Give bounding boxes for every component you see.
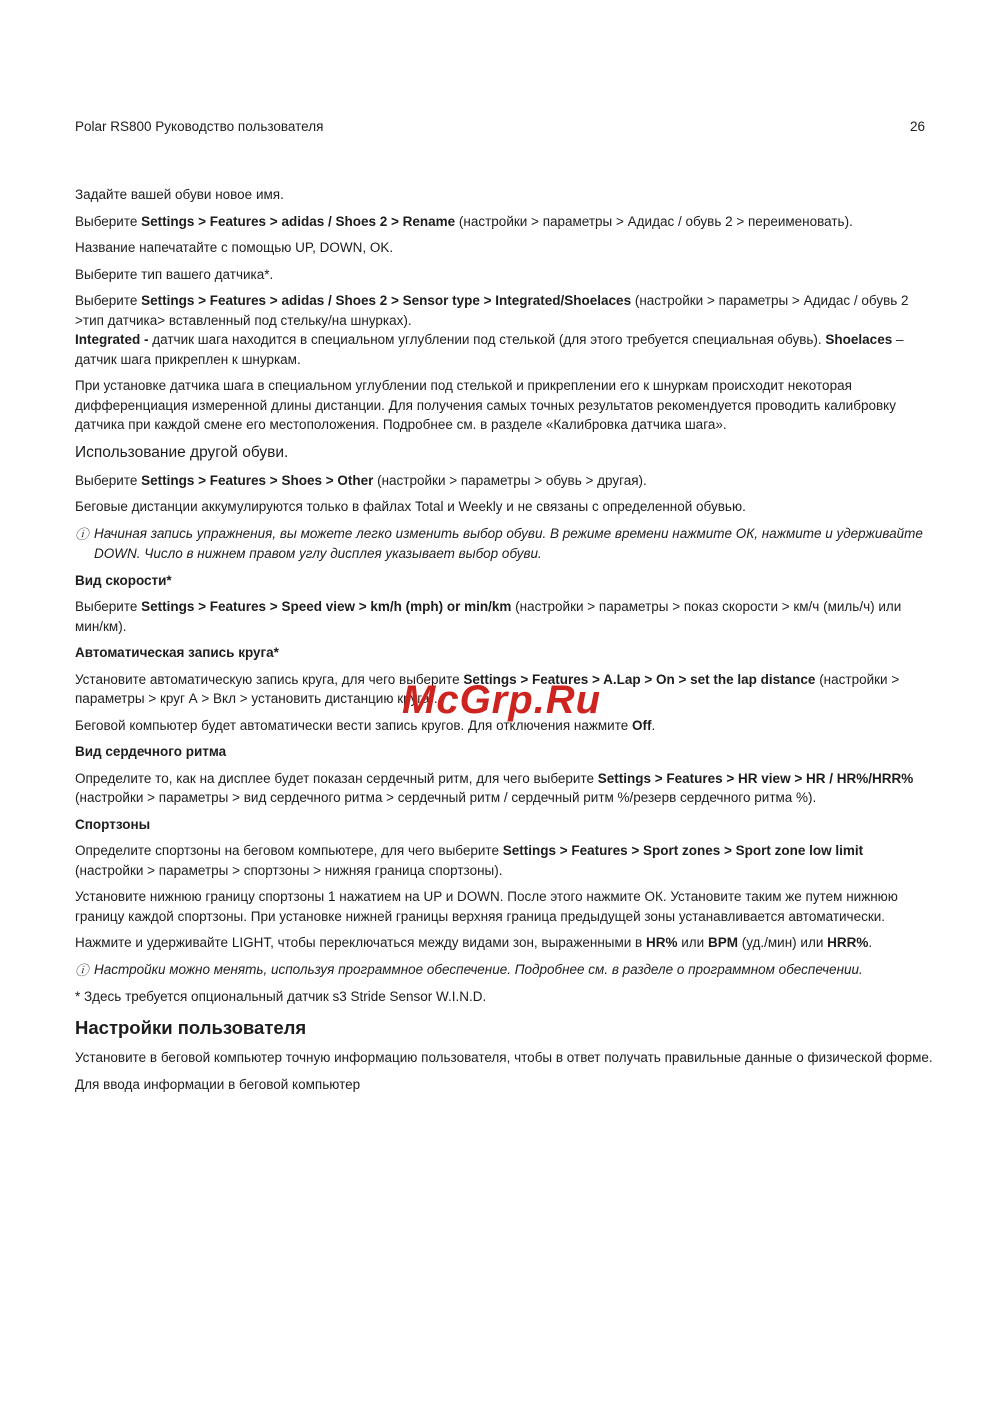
document-title: Polar RS800 Руководство пользователя <box>75 119 324 134</box>
body-text: Беговой компьютер будет автоматически вести запись кругов. Для отключения нажмите <box>75 717 632 733</box>
menu-path-text: Settings > Features > HR view > HR / HR%/HRR% <box>597 770 914 786</box>
paragraph <box>75 597 933 636</box>
body-text: – датчик шага прикреплен к шнуркам. <box>75 332 904 367</box>
body-text: Название напечатайте с помощью UP, DOWN, OK. <box>75 240 394 255</box>
body-text: (настройки > параметры > Адидас / обувь 2 >тип датчика> вставленный под стельку/на шнурках). <box>75 293 909 328</box>
bold-heading <box>75 815 933 835</box>
menu-path-text: Shoelaces <box>825 332 893 347</box>
menu-path-text: Settings > Features > Shoes > Other <box>141 472 374 488</box>
bold-heading <box>75 571 933 591</box>
menu-path-text: Settings > Features > Speed view > km/h (mph) or min/km <box>141 599 512 614</box>
document-content <box>75 185 933 1101</box>
body-text: или <box>677 935 708 950</box>
section-title <box>75 1015 933 1040</box>
body-text: Установите нижнюю границу спортзоны 1 нажатием на UP и DOWN. После этого нажмите ОК. Установите таким же путем нижнюю границу каждой спортзоны. При установке нижней границы верхняя граница предыдущей зоны устанавливается автоматически. <box>75 889 898 924</box>
body-text: Начиная запись упражнения, вы можете легко изменить выбор обуви. В режиме времени нажмите ОК, нажмите и удерживайте DOWN. Число в нижнем правом углу дисплея указывает выбор обуви. <box>94 525 923 561</box>
body-text: Для ввода информации в беговой компьютер <box>75 1076 361 1092</box>
paragraph <box>75 933 933 953</box>
body-text: Вид сердечного ритма <box>75 744 227 759</box>
paragraph <box>75 497 933 517</box>
menu-path-text: Settings > Features > Sport zones > Sport zone low limit <box>502 843 864 858</box>
paragraph <box>75 841 933 880</box>
menu-path-text: Settings > Features > adidas / Shoes 2 > Sensor type > Integrated/Shoelaces <box>141 293 632 308</box>
body-text: Вид скорости* <box>75 572 172 588</box>
paragraph <box>75 238 933 258</box>
page-number: 26 <box>909 119 925 134</box>
paragraph <box>75 471 933 491</box>
body-text: (настройки > параметры > Адидас / обувь 2 > переименовать). <box>455 213 853 229</box>
body-text: Задайте вашей обуви новое имя. <box>75 187 284 202</box>
body-text: Установите автоматическую запись круга, для чего выберите <box>75 671 464 687</box>
body-text: Настройки можно менять, используя программное обеспечение. Подробнее см. в разделе о программном обеспечении. <box>94 961 863 977</box>
body-text: Нажмите и удерживайте LIGHT, чтобы переключаться между видами зон, выраженными в <box>75 935 646 950</box>
sub-heading <box>75 442 933 463</box>
bold-heading <box>75 643 933 663</box>
body-text: . <box>868 935 873 950</box>
info-icon: ⓘ <box>75 962 89 978</box>
body-text: Выберите <box>75 213 142 229</box>
info-note <box>75 960 933 980</box>
body-text: Установите в беговой компьютер точную информацию пользователя, чтобы в ответ получать правильные данные о физической форме. <box>75 1050 933 1065</box>
body-text: (настройки > параметры > обувь > другая). <box>373 472 647 488</box>
paragraph <box>75 376 933 435</box>
menu-path-text: Settings > Features > adidas / Shoes 2 > Rename <box>141 213 456 229</box>
body-text: Определите спортзоны на беговом компьютере, для чего выберите <box>75 843 503 858</box>
bold-heading <box>75 742 933 762</box>
body-text: Определите то, как на дисплее будет показан сердечный ритм, для чего выберите <box>75 770 598 786</box>
menu-path-text: HRR% <box>827 935 869 950</box>
body-text: Выберите <box>75 293 142 308</box>
body-text: При установке датчика шага в специальном углублении под стелькой и прикреплении его к шнуркам происходит некоторая дифференциация измеренной длины дистанции. Для получения самых точных результатов рекомендуется проводить калибровку датчика при каждой смене его местоположения. Подробнее см. в разделе «Калибровка датчика шага». <box>75 378 896 432</box>
body-text: Использование другой обуви. <box>75 443 289 461</box>
paragraph <box>75 1048 933 1068</box>
body-text: . <box>651 717 656 733</box>
body-text: (настройки > параметры > вид сердечного ритма > сердечный ритм / сердечный ритм %/резерв сердечного ритма %). <box>75 790 817 805</box>
info-note <box>75 524 933 564</box>
watermark: McGrp.Ru <box>402 678 602 722</box>
paragraph <box>75 769 933 808</box>
menu-path-text: HR% <box>645 935 678 950</box>
info-icon: ⓘ <box>75 526 89 542</box>
body-text: (настройки > параметры > показ скорости > км/ч (миль/ч) или мин/км). <box>75 599 902 634</box>
menu-path-text: Settings > Features > A.Lap > On > set the lap distance <box>463 671 816 687</box>
body-text: Настройки пользователя <box>75 1017 307 1038</box>
body-text: * Здесь требуется опциональный датчик s3 Stride Sensor W.I.N.D. <box>75 988 487 1004</box>
paragraph <box>75 291 933 369</box>
body-text: Беговые дистанции аккумулируются только в файлах Total и Weekly и не связаны с определенной обувью. <box>75 499 746 514</box>
paragraph <box>75 987 933 1007</box>
paragraph <box>75 265 933 285</box>
body-text: Выберите <box>75 472 142 488</box>
body-text: (настройки > параметры > спортзоны > нижняя граница спортзоны). <box>75 862 503 878</box>
paragraph <box>75 212 933 232</box>
body-text: (уд./мин) или <box>737 935 828 950</box>
body-text: Автоматическая запись круга* <box>75 645 279 660</box>
menu-path-text: Integrated - <box>75 332 149 347</box>
body-text: Выберите тип вашего датчика*. <box>75 266 274 282</box>
page-header <box>75 118 925 136</box>
body-text: датчик шага находится в специальном углублении под стелькой (для этого требуется специальная обувь). <box>148 332 826 347</box>
menu-path-text: BPM <box>707 935 738 950</box>
menu-path-text: Off <box>631 717 652 733</box>
body-text: (настройки > параметры > круг А > Вкл > установить дистанцию круга). <box>75 671 900 706</box>
body-text: Спортзоны <box>75 816 151 832</box>
paragraph <box>75 185 933 205</box>
paragraph <box>75 887 933 926</box>
paragraph <box>75 1075 933 1095</box>
body-text: Выберите <box>75 599 142 614</box>
